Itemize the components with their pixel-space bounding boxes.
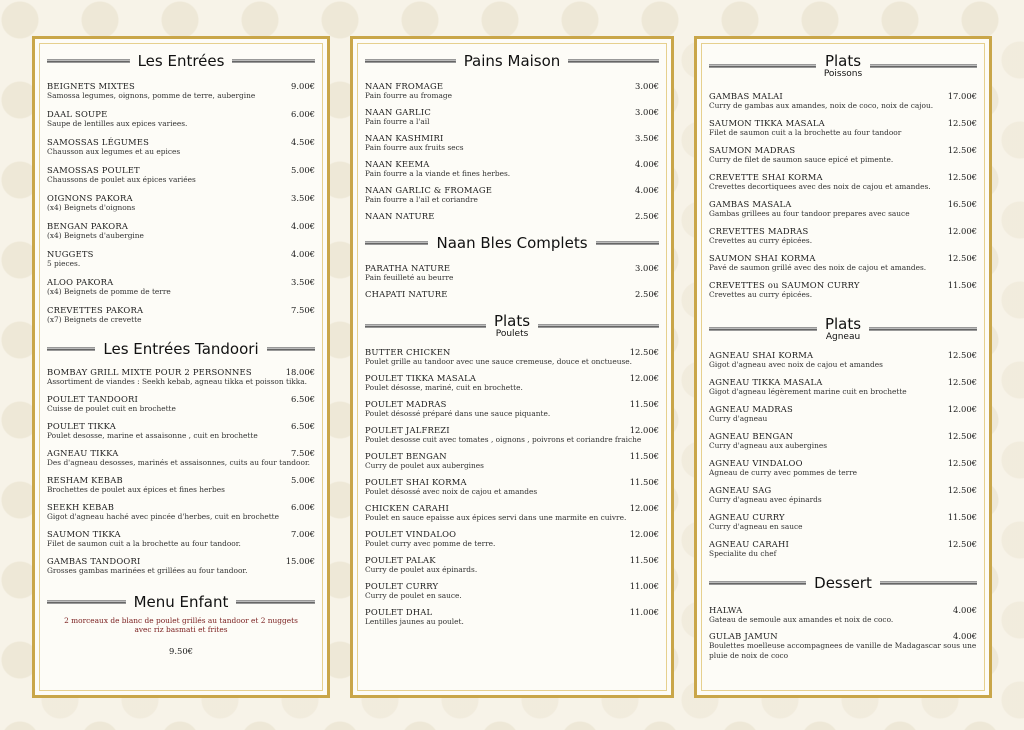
- menu-item: [47, 165, 315, 185]
- menu-item-description: Poulet désossé avec noix de cajou et amandes: [365, 487, 538, 496]
- menu-item: [365, 607, 659, 627]
- menu-item-price: 15.00€: [285, 556, 315, 566]
- menu-item-price: 5.00€: [291, 165, 315, 175]
- divider: [365, 59, 456, 63]
- menu-item-description: Pain fourre a la viande et fines herbes.: [365, 169, 511, 178]
- menu-list: [707, 605, 979, 661]
- menu-list: [45, 367, 317, 576]
- section-title-main: Plats: [824, 52, 862, 70]
- menu-item: [709, 458, 977, 478]
- menu-item-description: (x4) Beignets d'oignons: [47, 203, 136, 212]
- menu-item-name: NAAN KEEMA: [365, 159, 430, 169]
- menu-item-name: POULET PALAK: [365, 555, 436, 565]
- menu-item-description: Des d'agneau desosses, marinés et assaisonnes, cuits au four tandoor.: [47, 458, 311, 467]
- menu-item-price: 5.00€: [291, 475, 315, 485]
- menu-item: [365, 159, 659, 179]
- menu-item: [365, 581, 659, 601]
- menu-item-price: 12.50€: [947, 539, 977, 549]
- menu-item-price: 9.00€: [291, 81, 315, 91]
- menu-item-price: 12.50€: [947, 253, 977, 263]
- menu-item-price: 3.00€: [635, 81, 659, 91]
- menu-item-name: POULET TIKKA: [47, 421, 116, 431]
- menu-item-description: Assortiment de viandes : Seekh kebab, agneau tikka et poisson tikka.: [47, 377, 308, 386]
- menu-item-name: AGNEAU SAG: [709, 485, 772, 495]
- menu-item-name: GAMBAS TANDOORI: [47, 556, 141, 566]
- menu-item-price: 4.00€: [291, 221, 315, 231]
- menu-item-name: AGNEAU CURRY: [709, 512, 785, 522]
- menu-item-name: GULAB JAMUN: [709, 631, 778, 641]
- menu-item-description: Curry de poulet en sauce.: [365, 591, 462, 600]
- menu-item: [709, 172, 977, 192]
- menu-item-name: SAMOSSAS POULET: [47, 165, 140, 175]
- menu-item-name: CREVETTES PAKORA: [47, 305, 144, 315]
- divider: [365, 324, 486, 328]
- menu-item: [365, 555, 659, 575]
- menu-item-description: Crevettes decortiquees avec des noix de cajou et amandes.: [709, 182, 931, 191]
- section-header-agneau: [709, 316, 977, 342]
- section-header-tandoori: [47, 341, 315, 357]
- menu-list: [707, 350, 979, 559]
- menu-item-description: Poulet désosse, mariné, cuit en brochette.: [365, 383, 523, 392]
- menu-item-description: Curry de gambas aux amandes, noix de coco, noix de cajou.: [709, 101, 934, 110]
- menu-item-price: 12.50€: [947, 377, 977, 387]
- menu-item: [365, 503, 659, 523]
- menu-item-description: Boulettes moelleuse accompagnees de vanille de Madagascar sous une pluie de noix de coco: [709, 641, 977, 660]
- menu-item-name: CHAPATI NATURE: [365, 289, 448, 299]
- menu-item-price: 18.00€: [285, 367, 315, 377]
- menu-item: [365, 263, 659, 283]
- menu-item-price: 11.50€: [947, 280, 977, 290]
- kids-menu-description: 2 morceaux de blanc de poulet grillés au tandoor et 2 nuggets avec riz basmati et frites: [64, 616, 298, 634]
- menu-item-price: 12.00€: [629, 529, 659, 539]
- section-header-poulets: [365, 313, 659, 339]
- menu-item: [47, 394, 315, 414]
- menu-item-price: 16.50€: [947, 199, 977, 209]
- menu-item: [709, 253, 977, 273]
- menu-item-name: POULET SHAI KORMA: [365, 477, 467, 487]
- menu-item: [709, 485, 977, 505]
- menu-item-description: Chausson aux legumes et au epices: [47, 147, 181, 156]
- menu-item-description: Curry d'agneau avec épinards: [709, 495, 822, 504]
- menu-item-name: AGNEAU TIKKA: [47, 448, 119, 458]
- menu-item-name: GAMBAS MALAI: [709, 91, 783, 101]
- menu-item-name: NAAN NATURE: [365, 211, 435, 221]
- section-header-poissons: [709, 53, 977, 79]
- menu-item-description: Samossa legumes, oignons, pomme de terre, aubergine: [47, 91, 256, 100]
- menu-item-price: 11.00€: [629, 581, 659, 591]
- menu-item-name: NAAN FROMAGE: [365, 81, 444, 91]
- menu-item-name: CHICKEN CARAHI: [365, 503, 450, 513]
- menu-item: [365, 347, 659, 367]
- menu-item: [47, 367, 315, 387]
- menu-item-name: PARATHA NATURE: [365, 263, 451, 273]
- menu-item-price: 17.00€: [947, 91, 977, 101]
- menu-item-price: 7.00€: [291, 529, 315, 539]
- menu-item-name: ALOO PAKORA: [47, 277, 114, 287]
- menu-list: [363, 81, 661, 221]
- divider: [47, 600, 126, 604]
- menu-item-description: Crevettes au curry épicées.: [709, 236, 813, 245]
- section-title: Les Entrées: [137, 52, 225, 70]
- section-title: Menu Enfant: [133, 593, 229, 611]
- menu-item: [365, 451, 659, 471]
- divider: [47, 347, 95, 351]
- menu-item-price: 6.50€: [291, 421, 315, 431]
- menu-item-price: 6.00€: [291, 109, 315, 119]
- menu-item-description: Poulet curry avec pomme de terre.: [365, 539, 496, 548]
- menu-item-name: DAAL SOUPE: [47, 109, 108, 119]
- menu-item: [47, 137, 315, 157]
- menu-item-price: 2.50€: [635, 211, 659, 221]
- menu-item: [365, 399, 659, 419]
- menu-item: [47, 475, 315, 495]
- menu-item-name: POULET BENGAN: [365, 451, 447, 461]
- section-title: Pains Maison: [463, 52, 561, 70]
- menu-item-description: Poulet en sauce epaisse aux épices servi dans une marmite en cuivre.: [365, 513, 627, 522]
- section-title: Dessert: [814, 574, 872, 592]
- menu-item-name: POULET TANDOORI: [47, 394, 139, 404]
- menu-item: [47, 277, 315, 297]
- divider: [869, 327, 977, 331]
- menu-item-price: 12.50€: [947, 458, 977, 468]
- menu-item: [709, 91, 977, 111]
- menu-item: [47, 421, 315, 441]
- menu-item-price: 12.00€: [629, 373, 659, 383]
- menu-item-description: Curry de poulet aux aubergines: [365, 461, 484, 470]
- divider: [568, 59, 659, 63]
- menu-item-price: 12.50€: [947, 485, 977, 495]
- menu-item-price: 11.50€: [947, 512, 977, 522]
- menu-item-name: AGNEAU SHAI KORMA: [709, 350, 814, 360]
- menu-item-name: AGNEAU MADRAS: [709, 404, 793, 414]
- menu-item-name: SAUMON SHAI KORMA: [709, 253, 816, 263]
- menu-item-description: Curry d'agneau: [709, 414, 768, 423]
- menu-item: [709, 280, 977, 300]
- menu-item-description: Pain feuilleté au beurre: [365, 273, 454, 282]
- menu-item: [709, 431, 977, 451]
- menu-item: [47, 448, 315, 468]
- menu-item: [365, 185, 659, 205]
- menu-panel-entrees: [32, 36, 330, 698]
- menu-item-description: Gigot d'agneau avec noix de cajou et amandes: [709, 360, 883, 369]
- menu-item-price: 3.50€: [291, 277, 315, 287]
- section-subtitle: Agneau: [825, 332, 861, 342]
- menu-list: [45, 81, 317, 325]
- menu-item-description: Cuisse de poulet cuit en brochette: [47, 404, 176, 413]
- menu-item: [365, 211, 659, 221]
- divider: [870, 64, 977, 68]
- menu-item-name: SAUMON TIKKA MASALA: [709, 118, 825, 128]
- menu-item-description: Gateau de semoule aux amandes et noix de coco.: [709, 615, 894, 624]
- menu-item-description: Filet de saumon cuit a la brochette au four tandoor.: [47, 539, 241, 548]
- menu-list: [707, 91, 979, 300]
- menu-item-price: 7.50€: [291, 448, 315, 458]
- menu-item-name: POULET TIKKA MASALA: [365, 373, 477, 383]
- menu-item-description: Crevettes au curry épicées.: [709, 290, 813, 299]
- menu-item-name: CREVETTE SHAI KORMA: [709, 172, 823, 182]
- menu-item-description: Pain fourre au fromage: [365, 91, 453, 100]
- menu-item-price: 11.50€: [629, 451, 659, 461]
- menu-list: [363, 263, 661, 299]
- section-subtitle: Poissons: [823, 69, 863, 79]
- menu-item-name: POULET CURRY: [365, 581, 439, 591]
- menu-item: [709, 226, 977, 246]
- menu-item-description: Brochettes de poulet aux épices et fines herbes: [47, 485, 225, 494]
- menu-item: [365, 133, 659, 153]
- menu-item-price: 12.50€: [629, 347, 659, 357]
- divider: [365, 241, 428, 245]
- menu-item-description: Filet de saumon cuit a la brochette au four tandoor: [709, 128, 902, 137]
- menu-item-description: Grosses gambas marinées et grillées au four tandoor.: [47, 566, 248, 575]
- menu-item-name: AGNEAU TIKKA MASALA: [709, 377, 823, 387]
- menu-item: [365, 81, 659, 101]
- menu-item-price: 11.50€: [629, 399, 659, 409]
- menu-item-name: SEEKH KEBAB: [47, 502, 115, 512]
- menu-item-description: Agneau de curry avec pommes de terre: [709, 468, 858, 477]
- menu-item: [47, 81, 315, 101]
- menu-item-name: NAAN GARLIC: [365, 107, 431, 117]
- menu-item-name: POULET DHAL: [365, 607, 433, 617]
- section-title: [825, 316, 861, 342]
- menu-item: [709, 404, 977, 424]
- menu-item-price: 12.50€: [947, 172, 977, 182]
- menu-item-description: Poulet grille au tandoor avec une sauce cremeuse, douce et onctueuse.: [365, 357, 632, 366]
- section-header-enfant: [47, 594, 315, 610]
- menu-item-description: Pavé de saumon grillé avec des noix de cajou et amandes.: [709, 263, 927, 272]
- menu-item-description: Curry d'agneau en sauce: [709, 522, 803, 531]
- menu-item-price: 12.00€: [947, 404, 977, 414]
- menu-item-description: Pain fourre a l'ail et coriandre: [365, 195, 478, 204]
- menu-item-name: BUTTER CHICKEN: [365, 347, 451, 357]
- menu-item-description: Curry d'agneau aux aubergines: [709, 441, 828, 450]
- menu-item-price: 11.50€: [629, 477, 659, 487]
- menu-item-description: Poulet desosse cuit avec tomates , oignons , poivrons et coriandre fraiche: [365, 435, 642, 444]
- menu-item-price: 7.50€: [291, 305, 315, 315]
- menu-item-name: AGNEAU VINDALOO: [709, 458, 803, 468]
- menu-item-description: 5 pieces.: [47, 259, 81, 268]
- section-subtitle: Poulets: [495, 329, 529, 339]
- menu-item-description: Chaussons de poulet aux épices variées: [47, 175, 196, 184]
- menu-item-price: 3.50€: [635, 133, 659, 143]
- menu-item-description: (x4) Beignets de pomme de terre: [47, 287, 171, 296]
- menu-item-price: 12.00€: [629, 503, 659, 513]
- menu-item-name: POULET VINDALOO: [365, 529, 457, 539]
- menu-item-name: GAMBAS MASALA: [709, 199, 792, 209]
- menu-item-name: POULET MADRAS: [365, 399, 447, 409]
- divider: [47, 59, 130, 63]
- divider: [709, 327, 817, 331]
- menu-item-name: RESHAM KEBAB: [47, 475, 123, 485]
- menu-item: [47, 221, 315, 241]
- menu-item-price: 3.50€: [291, 193, 315, 203]
- menu-item: [365, 529, 659, 549]
- menu-item-price: 4.00€: [953, 631, 977, 641]
- menu-item-description: Gambas grillees au four tandoor prepares avec sauce: [709, 209, 910, 218]
- menu-item-price: 11.50€: [629, 555, 659, 565]
- divider: [596, 241, 659, 245]
- menu-item-name: BEIGNETS MIXTES: [47, 81, 135, 91]
- menu-item-price: 12.00€: [947, 226, 977, 236]
- section-header-complets: [365, 235, 659, 251]
- divider: [236, 600, 315, 604]
- menu-item: [47, 249, 315, 269]
- menu-item: [709, 512, 977, 532]
- menu-item: [47, 556, 315, 576]
- menu-item-price: 12.50€: [947, 145, 977, 155]
- menu-list: [363, 347, 661, 627]
- menu-item-price: 2.50€: [635, 289, 659, 299]
- section-title-main: Plats: [493, 312, 531, 330]
- menu-item-name: SAUMON MADRAS: [709, 145, 796, 155]
- menu-item-description: (x7) Beignets de crevette: [47, 315, 142, 324]
- menu-item-description: Poulet desosse, marine et assaisonne , cuit en brochette: [47, 431, 258, 440]
- divider: [709, 64, 816, 68]
- menu-item: [47, 109, 315, 129]
- section-title-main: Plats: [824, 315, 862, 333]
- menu-item: [709, 199, 977, 219]
- menu-item: [709, 145, 977, 165]
- menu-item-description: Saupe de lentilles aux epices variees.: [47, 119, 188, 128]
- menu-item-price: 4.00€: [635, 159, 659, 169]
- divider: [538, 324, 659, 328]
- menu-item-price: 4.00€: [953, 605, 977, 615]
- menu-item-price: 12.50€: [947, 350, 977, 360]
- menu-item-name: POULET JALFREZI: [365, 425, 450, 435]
- menu-item-price: 3.00€: [635, 263, 659, 273]
- menu-item-price: 6.50€: [291, 394, 315, 404]
- menu-item-name: OIGNONS PAKORA: [47, 193, 133, 203]
- menu-item-price: 4.50€: [291, 137, 315, 147]
- menu-item: [709, 118, 977, 138]
- menu-item-description: Curry de filet de saumon sauce epicé et pimente.: [709, 155, 894, 164]
- menu-item: [709, 605, 977, 625]
- divider: [709, 581, 806, 585]
- menu-panel-poissons-agneau: [694, 36, 992, 698]
- menu-item: [709, 539, 977, 559]
- divider: [267, 347, 315, 351]
- kids-menu-price: 9.50€: [169, 646, 193, 656]
- menu-item-name: NUGGETS: [47, 249, 94, 259]
- section-header-pains: [365, 53, 659, 69]
- menu-item-price: 6.00€: [291, 502, 315, 512]
- menu-panel-pains-poulets: [350, 36, 674, 698]
- menu-item-name: SAUMON TIKKA: [47, 529, 121, 539]
- menu-item: [709, 350, 977, 370]
- menu-item: [365, 289, 659, 299]
- menu-item-name: CREVETTES ou SAUMON CURRY: [709, 280, 860, 290]
- menu-item-name: SAMOSSAS LÉGUMES: [47, 137, 150, 147]
- menu-item-description: Lentilles jaunes au poulet.: [365, 617, 464, 626]
- menu-item: [365, 373, 659, 393]
- menu-item-price: 11.00€: [629, 607, 659, 617]
- menu-item-name: AGNEAU CARAHI: [709, 539, 789, 549]
- menu-item: [47, 193, 315, 213]
- menu-item: [47, 529, 315, 549]
- menu-item-name: HALWA: [709, 605, 743, 615]
- section-title: Naan Bles Complets: [436, 234, 588, 252]
- menu-item: [47, 305, 315, 325]
- section-title: Les Entrées Tandoori: [103, 340, 259, 358]
- menu-item-description: Pain fourre aux fruits secs: [365, 143, 464, 152]
- section-title: [494, 313, 530, 339]
- menu-item-description: Curry de poulet aux épinards.: [365, 565, 478, 574]
- menu-item-price: 4.00€: [635, 185, 659, 195]
- menu-item-description: (x4) Beignets d'aubergine: [47, 231, 144, 240]
- section-header-entrees: [47, 53, 315, 69]
- menu-item-price: 12.00€: [629, 425, 659, 435]
- section-title: [824, 53, 862, 79]
- menu-item: [709, 377, 977, 397]
- menu-item-description: Gigot d'agneau haché avec pincée d'herbes, cuit en brochette: [47, 512, 280, 521]
- menu-item-name: NAAN KASHMIRI: [365, 133, 444, 143]
- menu-item-name: CREVETTES MADRAS: [709, 226, 809, 236]
- menu-item: [47, 502, 315, 522]
- menu-item: [365, 425, 659, 445]
- menu-item-description: Poulet désossé préparé dans une sauce piquante.: [365, 409, 551, 418]
- menu-item: [365, 477, 659, 497]
- divider: [232, 59, 315, 63]
- menu-item-price: 12.50€: [947, 431, 977, 441]
- menu-item-price: 3.00€: [635, 107, 659, 117]
- menu-item-price: 4.00€: [291, 249, 315, 259]
- menu-item-description: Specialite du chef: [709, 549, 777, 558]
- menu-item-name: NAAN GARLIC & FROMAGE: [365, 185, 493, 195]
- menu-item: [709, 631, 977, 661]
- divider: [880, 581, 977, 585]
- menu-item-name: BOMBAY GRILL MIXTE POUR 2 PERSONNES: [47, 367, 252, 377]
- menu-item: [365, 107, 659, 127]
- menu-item-price: 12.50€: [947, 118, 977, 128]
- menu-item-name: AGNEAU BENGAN: [709, 431, 794, 441]
- menu-item-description: Pain fourre a l'ail: [365, 117, 430, 126]
- section-header-dessert: [709, 575, 977, 591]
- menu-item-name: BENGAN PAKORA: [47, 221, 129, 231]
- menu-item-description: Gigot d'agneau légèrement marine cuit en brochette: [709, 387, 907, 396]
